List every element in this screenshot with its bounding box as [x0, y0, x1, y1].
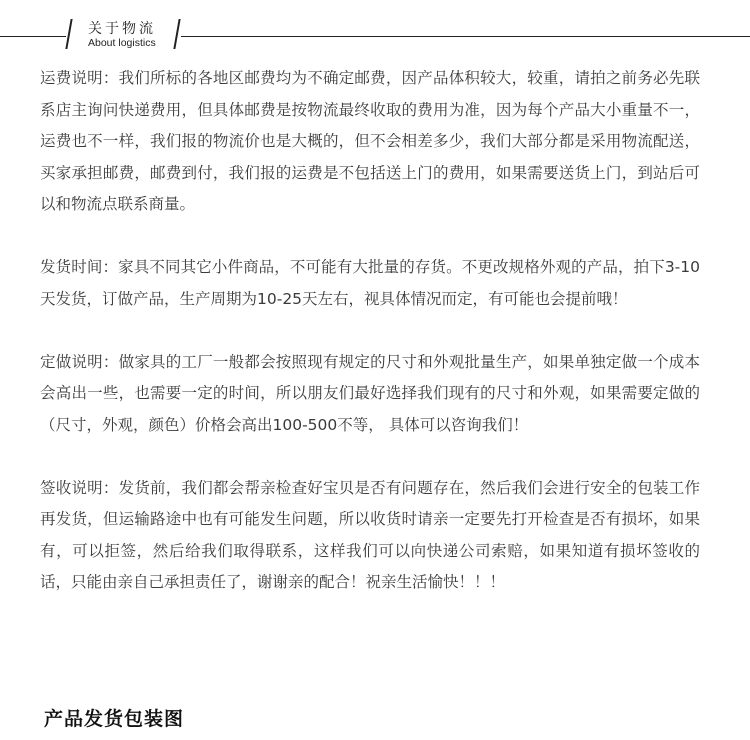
delivery-time-paragraph: 发货时间：家具不同其它小件商品，不可能有大批量的存货。不更改规格外观的产品，拍下3-10天发货，订做产品，生产周期为10-25天左右，视具体情况而定，有可能也会提前哦！ [40, 258, 700, 308]
custom-order-paragraph: 定做说明：做家具的工厂一般都会按照现有规定的尺寸和外观批量生产，如果单独定做一个成本会高出一些，也需要一定的时间，所以朋友们最好选择我们现有的尺寸和外观，如果需要定做的（尺寸，外观，颜色）价格会高出100-500不等， 具体可以咨询我们！ [40, 352, 700, 434]
header-title-en: About logistics [88, 37, 156, 49]
header-rule-right [181, 36, 750, 37]
header-title-cn: 关于物流 [88, 21, 156, 37]
section-header [0, 0, 750, 60]
header-slash-left [65, 19, 72, 49]
shipping-fee-paragraph: 运费说明：我们所标的各地区邮费均为不确定邮费，因产品体积较大，较重，请拍之前务必先联系店主询问快递费用，但具体邮费是按物流最终收取的费用为准，因为每个产品大小重量不一，运费也不一样，我们报的物流价也是大概的，但不会相差多少，我们大部分都是采用物流配送，买家承担邮费，邮费到付，我们报的运费是不包括送上门的费用，如果需要送货上门，到站后可以和物流点联系商量。 [40, 69, 700, 213]
packaging-section-title: 产品发货包装图 [44, 708, 185, 730]
receipt-paragraph: 签收说明：发货前，我们都会帮亲检查好宝贝是否有问题存在，然后我们会进行安全的包装工作再发货，但运输路途中也有可能发生问题，所以收货时请亲一定要先打开检查是否有损坏，如果有，可以拒签，然后给我们取得联系，这样我们可以向快递公司索赔，如果知道有损坏签收的话，只能由亲自己承担责任了，谢谢亲的配合！祝亲生活愉快！！！ [40, 478, 700, 591]
header-slash-right [173, 19, 180, 49]
header-rule-left [0, 36, 66, 37]
logistics-info [40, 63, 700, 630]
